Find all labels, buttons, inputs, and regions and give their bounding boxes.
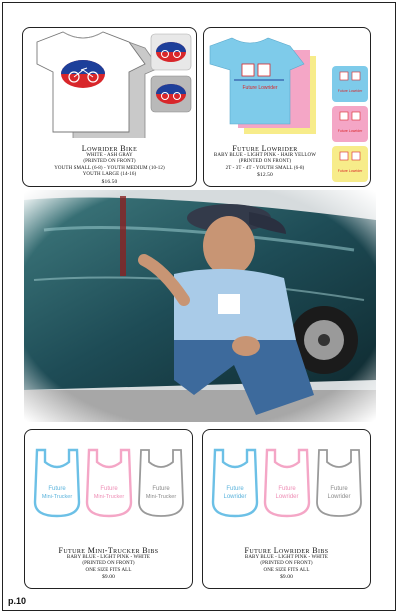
product-colors: BABY BLUE - LIGHT PINK - WHITE bbox=[66, 555, 151, 560]
product-price: $12.50 bbox=[257, 172, 273, 179]
product-price: $9.00 bbox=[280, 574, 293, 581]
shirt-graphic-text: Future Lowrider bbox=[242, 85, 278, 91]
bib-white-line-2: Lowrider bbox=[327, 494, 351, 500]
lowrider-bibs-caption bbox=[203, 546, 370, 581]
product-fit: ONE SIZE FITS ALL bbox=[263, 567, 310, 573]
bib-blue-line-2: Mini-Trucker bbox=[41, 494, 73, 500]
bib-white-line-2: Mini-Trucker bbox=[145, 494, 177, 500]
bib-blue-line-2: Lowrider bbox=[223, 494, 247, 500]
product-title: Lowrider Bike bbox=[81, 144, 138, 153]
photo-boy-by-truck bbox=[24, 190, 376, 422]
bib-pink-line-2: Lowrider bbox=[275, 494, 299, 500]
future-lowrider-shirt-image bbox=[204, 28, 371, 143]
swatch-blue-text: Future Lowrider bbox=[337, 89, 363, 93]
product-sizes-extra: YOUTH LARGE (14-16) bbox=[82, 172, 137, 178]
bib-blue-line-1: Future bbox=[48, 486, 66, 492]
swatch-pink-text: Future Lowrider bbox=[337, 129, 363, 133]
product-card-lowrider-bike[interactable] bbox=[22, 27, 197, 187]
product-card-lowrider-bibs[interactable] bbox=[202, 429, 371, 589]
product-colors: WHITE - ASH GRAY bbox=[86, 153, 133, 158]
product-print-note: (PRINTED ON FRONT) bbox=[238, 159, 292, 165]
product-title: Future Lowrider bbox=[232, 144, 298, 153]
mini-trucker-bibs-caption bbox=[25, 546, 192, 581]
future-lowrider-caption bbox=[204, 144, 326, 179]
product-fit: ONE SIZE FITS ALL bbox=[85, 567, 132, 573]
bib-white-line-1: Future bbox=[330, 486, 348, 492]
product-colors: BABY BLUE - LIGHT PINK - HAIR YELLOW bbox=[213, 153, 317, 158]
product-title: Future Lowrider Bibs bbox=[244, 546, 329, 555]
product-print-note: (PRINTED ON FRONT) bbox=[83, 159, 136, 165]
product-print-note: (PRINTED ON FRONT) bbox=[260, 561, 313, 567]
page-number: p.10 bbox=[8, 596, 27, 606]
bib-pink-line-1: Future bbox=[100, 486, 118, 492]
product-print-note: (PRINTED ON FRONT) bbox=[82, 561, 135, 567]
lowrider-bibs-image bbox=[203, 430, 371, 530]
product-card-future-lowrider[interactable] bbox=[203, 27, 371, 187]
bib-white-line-1: Future bbox=[152, 486, 170, 492]
product-colors: BABY BLUE - LIGHT PINK - WHITE bbox=[244, 555, 329, 560]
bib-pink-line-1: Future bbox=[278, 486, 296, 492]
bib-blue-line-1: Future bbox=[226, 486, 244, 492]
mini-trucker-bibs-image bbox=[25, 430, 193, 530]
product-sizes: 2T - 3T - 4T - YOUTH SMALL (6-8) bbox=[225, 165, 305, 171]
product-card-mini-trucker-bibs[interactable] bbox=[24, 429, 193, 589]
bib-pink-line-2: Mini-Trucker bbox=[93, 494, 125, 500]
product-title: Future Mini-Trucker Bibs bbox=[58, 546, 159, 555]
product-sizes: YOUTH SMALL (6-8) - YOUTH MEDIUM (10-12) bbox=[54, 165, 165, 171]
swatch-yellow-text: Future Lowrider bbox=[337, 169, 363, 173]
swatch-yellow bbox=[332, 146, 368, 182]
lowrider-bike-shirt-image bbox=[23, 28, 197, 138]
photo-illustration bbox=[24, 190, 376, 422]
product-price: $16.50 bbox=[101, 178, 118, 185]
lowrider-bike-caption bbox=[23, 144, 196, 185]
product-price: $9.00 bbox=[102, 574, 115, 581]
